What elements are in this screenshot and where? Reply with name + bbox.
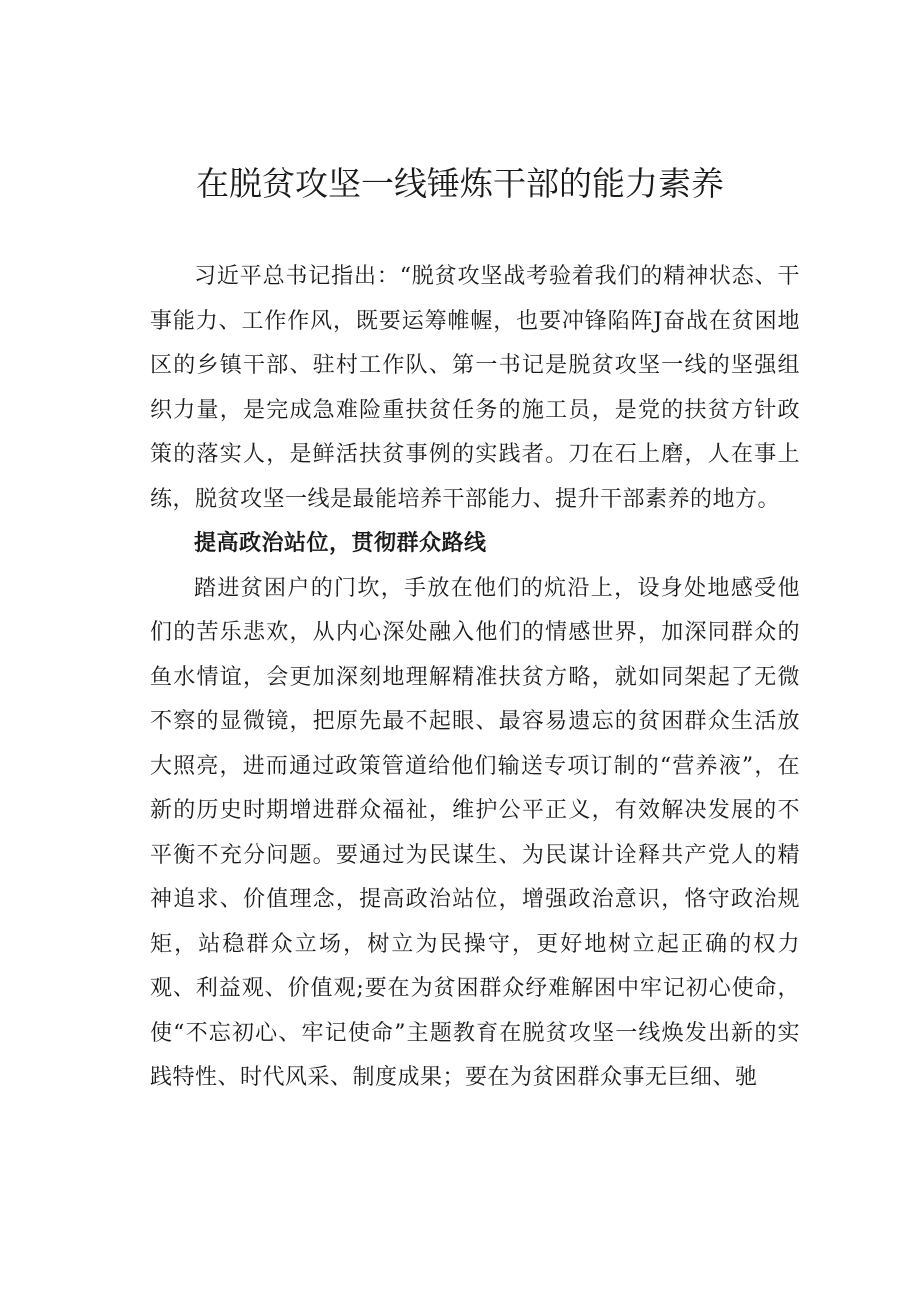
section-heading: 提高政治站位，贯彻群众路线: [194, 531, 487, 556]
section-paragraph: 踏进贫困户的门坎，手放在他们的炕沿上，设身处地感受他们的苦乐悲欢，从内心深处融入他们的情感世界，加深同群众的鱼水情谊，会更加深刻地理解精准扶贫方略，就如同架起了无微不察的显微镜，把原先最不起眼、最容易遗忘的贫困群众生活放大照亮，进而通过政策管道给他们输送专项订制的“营养液”，在新的历史时期增进群众福祉，维护公平正义，有效解决发展的不平衡不充分问题。要通过为民谋生、为民谋计诠释共产党人的精神追求、价值理念，提高政治站位，增强政治意识，恪守政治规矩，站稳群众立场，树立为民操守，更好地树立起正确的权力观、利益观、价值观;要在为贫困群众纾难解困中牢记初心使命，使“不忘初心、牢记使命”主题教育在脱贫攻坚一线焕发出新的实践特性、时代风采、制度成果；要在为贫困群众事无巨细、驰: [150, 575, 800, 1090]
document-body: [150, 255, 800, 1101]
intro-paragraph: 习近平总书记指出：“脱贫攻坚战考验着我们的精神状态、干事能力、工作作风，既要运筹帷幄，也要冲锋陷阵J奋战在贫困地区的乡镇干部、驻村工作队、第一书记是脱贫攻坚一线的坚强组织力量，是完成急难险重扶贫任务的施工员，是党的扶贫方针政策的落实人，是鲜活扶贫事例的实践者。刀在石上磨，人在事上练，脱贫攻坚一线是最能培养干部能力、提升干部素养的地方。: [150, 264, 800, 512]
document-title: 在脱贫攻坚一线锤炼干部的能力素养: [196, 164, 724, 203]
